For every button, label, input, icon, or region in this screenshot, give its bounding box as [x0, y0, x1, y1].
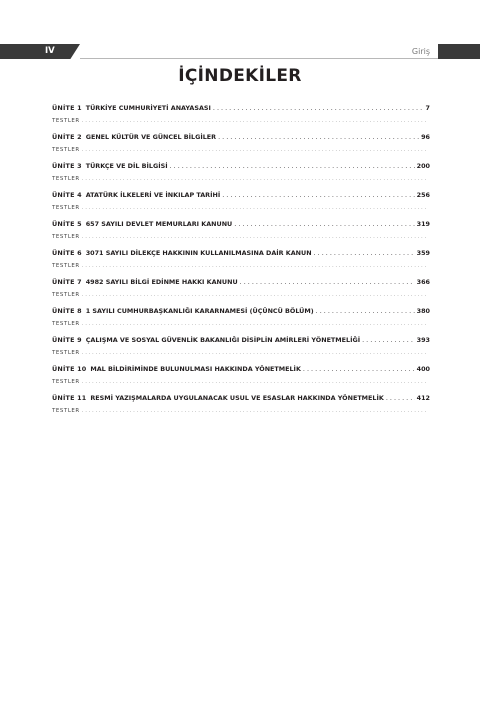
tests-label: TESTLER — [52, 234, 80, 240]
toc-entry-main-row — [52, 247, 430, 260]
header-rule — [80, 58, 438, 59]
page-ref: 96 — [421, 133, 430, 141]
dot-leader — [222, 189, 414, 202]
page-ref: 400 — [416, 365, 430, 373]
toc-entry — [52, 131, 430, 160]
unit-title: ATATÜRK İLKELERİ VE İNKILAP TARİHİ — [85, 191, 221, 199]
toc-entry-tests-row — [52, 347, 430, 360]
unit-title: GENEL KÜLTÜR VE GÜNCEL BİLGİLER — [85, 133, 217, 141]
page-ref: 393 — [416, 336, 430, 344]
toc-entry-main-row — [52, 131, 430, 144]
dot-leader — [240, 276, 415, 289]
toc-entry-tests-row — [52, 144, 430, 157]
dot-leader — [82, 347, 428, 360]
toc-entry-tests-row — [52, 260, 430, 273]
unit-title: MAL BİLDİRİMİNDE BULUNULMASI HAKKINDA YÖNETMELİK — [90, 365, 301, 373]
header-tab-right — [438, 44, 480, 59]
page-ref: 359 — [416, 249, 430, 257]
toc-entry — [52, 247, 430, 276]
toc-entry — [52, 305, 430, 334]
dot-leader — [82, 376, 428, 389]
dot-leader — [218, 131, 419, 144]
toc-entry — [52, 363, 430, 392]
dot-leader — [314, 247, 415, 260]
toc-entry — [52, 160, 430, 189]
unit-number: ÜNİTE 6 — [52, 249, 82, 257]
unit-number: ÜNİTE 5 — [52, 220, 82, 228]
toc-entry-tests-row — [52, 405, 430, 418]
tests-label: TESTLER — [52, 321, 80, 327]
toc-entry-main-row — [52, 276, 430, 289]
toc-entry-tests-row — [52, 202, 430, 215]
toc-entry-main-row — [52, 189, 430, 202]
unit-number: ÜNİTE 9 — [52, 336, 82, 344]
tests-label: TESTLER — [52, 118, 80, 124]
tests-label: TESTLER — [52, 263, 80, 269]
toc-entry-main-row — [52, 392, 430, 405]
toc-entry-main-row — [52, 218, 430, 231]
toc-entry — [52, 218, 430, 247]
dot-leader — [316, 305, 415, 318]
unit-title: 3071 SAYILI DİLEKÇE HAKKININ KULLANILMASINA DAİR KANUN — [85, 249, 312, 257]
section-name: Giriş — [411, 47, 430, 56]
toc-entry-tests-row — [52, 376, 430, 389]
unit-title: TÜRKÇE VE DİL BİLGİSİ — [85, 162, 168, 170]
dot-leader — [82, 318, 428, 331]
page-ref: 366 — [416, 278, 430, 286]
toc-entry — [52, 392, 430, 421]
dot-leader — [82, 405, 428, 418]
toc-entry-main-row — [52, 160, 430, 173]
dot-leader — [82, 260, 428, 273]
page-ref: 200 — [416, 162, 430, 170]
header-tab-left — [0, 44, 80, 59]
tests-label: TESTLER — [52, 292, 80, 298]
tests-label: TESTLER — [52, 147, 80, 153]
page-ref: 380 — [416, 307, 430, 315]
unit-number: ÜNİTE 8 — [52, 307, 82, 315]
toc-entry-main-row — [52, 334, 430, 347]
dot-leader — [82, 231, 428, 244]
unit-number: ÜNİTE 2 — [52, 133, 82, 141]
dot-leader — [82, 202, 428, 215]
dot-leader — [362, 334, 415, 347]
toc-entry-tests-row — [52, 318, 430, 331]
toc-entry — [52, 189, 430, 218]
unit-number: ÜNİTE 11 — [52, 394, 87, 402]
unit-title: 657 SAYILI DEVLET MEMURLARI KANUNU — [85, 220, 233, 228]
tests-label: TESTLER — [52, 205, 80, 211]
page-ref: 7 — [425, 104, 430, 112]
unit-number: ÜNİTE 1 — [52, 104, 82, 112]
unit-number: ÜNİTE 3 — [52, 162, 82, 170]
dot-leader — [386, 392, 415, 405]
unit-title: TÜRKİYE CUMHURİYETİ ANAYASASI — [85, 104, 211, 112]
tests-label: TESTLER — [52, 350, 80, 356]
unit-number: ÜNİTE 4 — [52, 191, 82, 199]
tests-label: TESTLER — [52, 176, 80, 182]
dot-leader — [82, 144, 428, 157]
dot-leader — [170, 160, 415, 173]
unit-title: RESMİ YAZIŞMALARDA UYGULANACAK USUL VE ESASLAR HAKKINDA YÖNETMELİK — [90, 394, 384, 402]
unit-title: ÇALIŞMA VE SOSYAL GÜVENLİK BAKANLIĞI DİSİPLİN AMİRLERİ YÖNETMELİĞİ — [85, 336, 361, 344]
page-ref: 319 — [416, 220, 430, 228]
unit-number: ÜNİTE 7 — [52, 278, 82, 286]
page-ref: 412 — [416, 394, 430, 402]
toc-entry-tests-row — [52, 115, 430, 128]
unit-title: 4982 SAYILI BİLGİ EDİNME HAKKI KANUNU — [85, 278, 238, 286]
unit-number: ÜNİTE 10 — [52, 365, 87, 373]
toc-entry — [52, 276, 430, 305]
page-ref: 256 — [416, 191, 430, 199]
unit-title: 1 SAYILI CUMHURBAŞKANLIĞI KARARNAMESİ (ÜÇÜNCÜ BÖLÜM) — [85, 307, 314, 315]
page-title: İÇİNDEKİLER — [178, 66, 302, 86]
toc-entry-tests-row — [52, 289, 430, 302]
table-of-contents — [52, 102, 430, 421]
toc-entry-tests-row — [52, 173, 430, 186]
toc-entry-main-row — [52, 363, 430, 376]
page-number: IV — [45, 46, 55, 56]
toc-entry — [52, 102, 430, 131]
dot-leader — [213, 102, 424, 115]
tests-label: TESTLER — [52, 379, 80, 385]
toc-entry-main-row — [52, 102, 430, 115]
toc-entry-main-row — [52, 305, 430, 318]
dot-leader — [303, 363, 415, 376]
toc-entry-tests-row — [52, 231, 430, 244]
tests-label: TESTLER — [52, 408, 80, 414]
dot-leader — [82, 115, 428, 128]
dot-leader — [82, 173, 428, 186]
dot-leader — [234, 218, 414, 231]
dot-leader — [82, 289, 428, 302]
toc-entry — [52, 334, 430, 363]
